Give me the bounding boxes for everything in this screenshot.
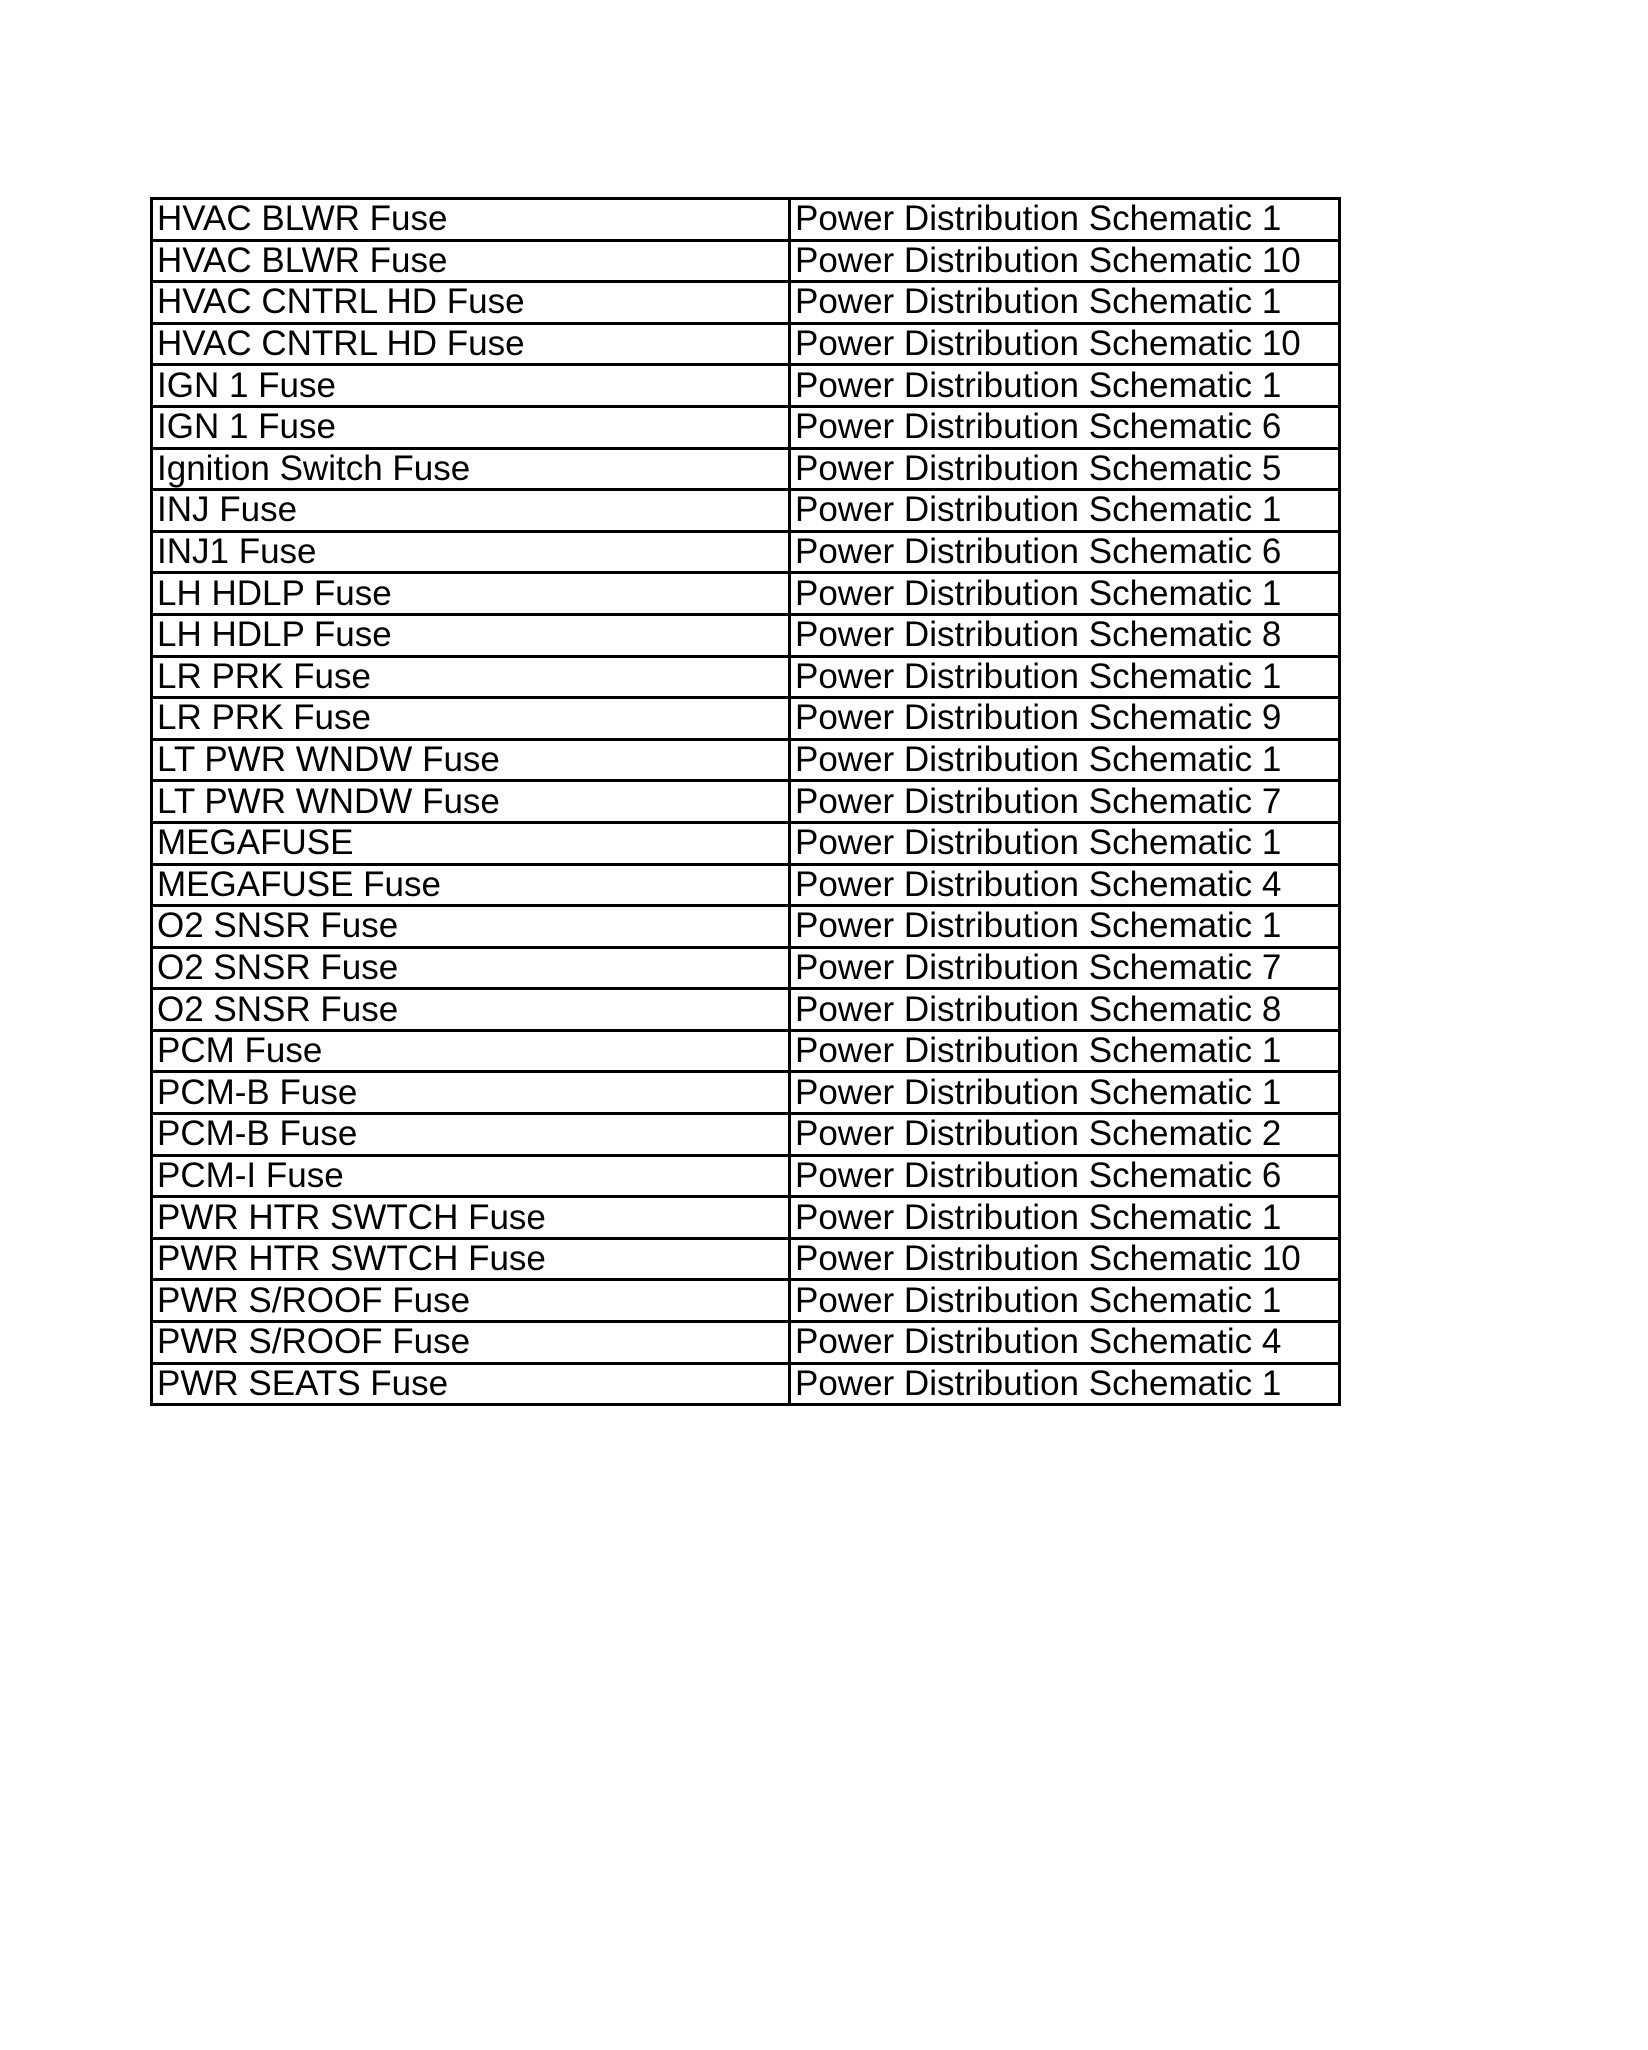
table-row	[152, 947, 1340, 989]
fuse-name-cell: PCM-I Fuse	[152, 1155, 790, 1197]
schematic-reference-cell: Power Distribution Schematic 4	[790, 1322, 1340, 1364]
fuse-name-cell: INJ1 Fuse	[152, 531, 790, 573]
schematic-reference-cell: Power Distribution Schematic 10	[790, 1238, 1340, 1280]
schematic-reference-cell: Power Distribution Schematic 6	[790, 531, 1340, 573]
schematic-reference-cell: Power Distribution Schematic 1	[790, 573, 1340, 615]
fuse-name-cell: PWR HTR SWTCH Fuse	[152, 1238, 790, 1280]
schematic-reference-cell: Power Distribution Schematic 9	[790, 698, 1340, 740]
table-row	[152, 781, 1340, 823]
table-row	[152, 490, 1340, 532]
fuse-name-cell: PCM-B Fuse	[152, 1072, 790, 1114]
schematic-reference-cell: Power Distribution Schematic 1	[790, 1280, 1340, 1322]
table-row	[152, 1072, 1340, 1114]
table-row	[152, 282, 1340, 324]
table-row	[152, 864, 1340, 906]
fuse-name-cell: PWR S/ROOF Fuse	[152, 1322, 790, 1364]
schematic-reference-cell: Power Distribution Schematic 6	[790, 1155, 1340, 1197]
fuse-name-cell: O2 SNSR Fuse	[152, 947, 790, 989]
schematic-reference-cell: Power Distribution Schematic 5	[790, 448, 1340, 490]
fuse-name-cell: HVAC BLWR Fuse	[152, 199, 790, 241]
schematic-reference-cell: Power Distribution Schematic 1	[790, 1363, 1340, 1405]
schematic-reference-cell: Power Distribution Schematic 1	[790, 906, 1340, 948]
fuse-name-cell: PWR S/ROOF Fuse	[152, 1280, 790, 1322]
schematic-reference-cell: Power Distribution Schematic 10	[790, 323, 1340, 365]
table-row	[152, 1280, 1340, 1322]
schematic-reference-cell: Power Distribution Schematic 2	[790, 1114, 1340, 1156]
fuse-name-cell: LT PWR WNDW Fuse	[152, 739, 790, 781]
table-row	[152, 1238, 1340, 1280]
table-row	[152, 614, 1340, 656]
table-row	[152, 406, 1340, 448]
schematic-reference-cell: Power Distribution Schematic 7	[790, 781, 1340, 823]
schematic-reference-cell: Power Distribution Schematic 1	[790, 490, 1340, 532]
fuse-name-cell: PWR SEATS Fuse	[152, 1363, 790, 1405]
fuse-table-body	[152, 199, 1340, 1405]
table-row	[152, 531, 1340, 573]
schematic-reference-cell: Power Distribution Schematic 1	[790, 739, 1340, 781]
schematic-reference-cell: Power Distribution Schematic 1	[790, 1030, 1340, 1072]
table-row	[152, 1363, 1340, 1405]
schematic-reference-cell: Power Distribution Schematic 1	[790, 365, 1340, 407]
fuse-name-cell: PWR HTR SWTCH Fuse	[152, 1197, 790, 1239]
fuse-name-cell: INJ Fuse	[152, 490, 790, 532]
table-row	[152, 1322, 1340, 1364]
fuse-name-cell: HVAC BLWR Fuse	[152, 240, 790, 282]
schematic-reference-cell: Power Distribution Schematic 7	[790, 947, 1340, 989]
fuse-name-cell: O2 SNSR Fuse	[152, 989, 790, 1031]
schematic-reference-cell: Power Distribution Schematic 1	[790, 822, 1340, 864]
table-row	[152, 199, 1340, 241]
fuse-name-cell: HVAC CNTRL HD Fuse	[152, 323, 790, 365]
table-row	[152, 323, 1340, 365]
fuse-name-cell: PCM Fuse	[152, 1030, 790, 1072]
schematic-reference-cell: Power Distribution Schematic 8	[790, 614, 1340, 656]
table-row	[152, 240, 1340, 282]
fuse-name-cell: MEGAFUSE	[152, 822, 790, 864]
fuse-name-cell: HVAC CNTRL HD Fuse	[152, 282, 790, 324]
schematic-reference-cell: Power Distribution Schematic 1	[790, 199, 1340, 241]
table-row	[152, 989, 1340, 1031]
table-row	[152, 1155, 1340, 1197]
schematic-reference-cell: Power Distribution Schematic 8	[790, 989, 1340, 1031]
table-row	[152, 822, 1340, 864]
table-row	[152, 1197, 1340, 1239]
fuse-name-cell: LH HDLP Fuse	[152, 573, 790, 615]
table-row	[152, 906, 1340, 948]
fuse-name-cell: IGN 1 Fuse	[152, 365, 790, 407]
schematic-reference-cell: Power Distribution Schematic 1	[790, 656, 1340, 698]
schematic-reference-cell: Power Distribution Schematic 1	[790, 1197, 1340, 1239]
fuse-name-cell: Ignition Switch Fuse	[152, 448, 790, 490]
table-row	[152, 573, 1340, 615]
fuse-name-cell: LR PRK Fuse	[152, 698, 790, 740]
fuse-name-cell: LT PWR WNDW Fuse	[152, 781, 790, 823]
fuse-name-cell: MEGAFUSE Fuse	[152, 864, 790, 906]
table-row	[152, 365, 1340, 407]
schematic-reference-cell: Power Distribution Schematic 1	[790, 282, 1340, 324]
fuse-name-cell: LR PRK Fuse	[152, 656, 790, 698]
fuse-name-cell: O2 SNSR Fuse	[152, 906, 790, 948]
schematic-reference-cell: Power Distribution Schematic 4	[790, 864, 1340, 906]
fuse-schematic-table	[150, 197, 1341, 1406]
table-row	[152, 656, 1340, 698]
table-row	[152, 1114, 1340, 1156]
table-row	[152, 739, 1340, 781]
table-row	[152, 698, 1340, 740]
fuse-name-cell: IGN 1 Fuse	[152, 406, 790, 448]
schematic-reference-cell: Power Distribution Schematic 10	[790, 240, 1340, 282]
fuse-name-cell: LH HDLP Fuse	[152, 614, 790, 656]
table-row	[152, 1030, 1340, 1072]
table-row	[152, 448, 1340, 490]
schematic-reference-cell: Power Distribution Schematic 1	[790, 1072, 1340, 1114]
fuse-name-cell: PCM-B Fuse	[152, 1114, 790, 1156]
schematic-reference-cell: Power Distribution Schematic 6	[790, 406, 1340, 448]
